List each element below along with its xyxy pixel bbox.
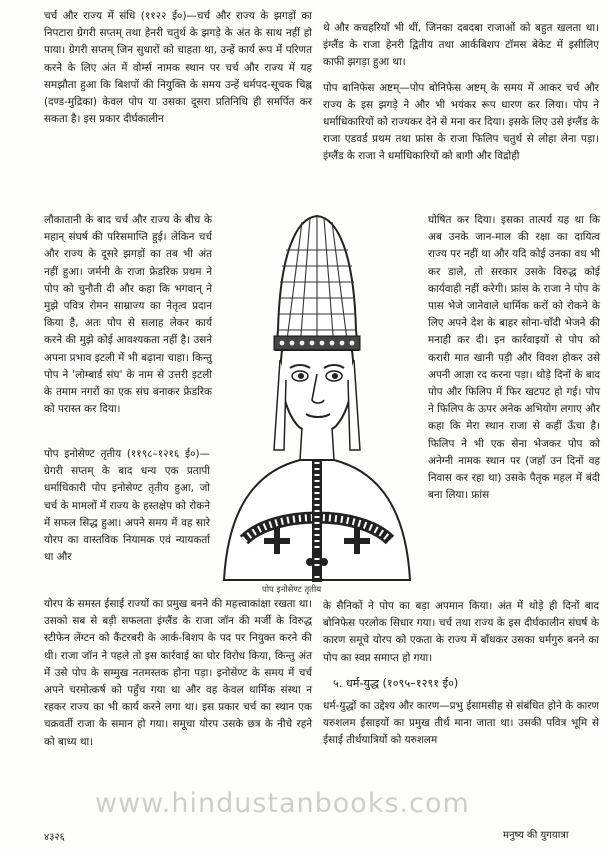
- left-column-beside-figure: [44, 212, 212, 418]
- paragraph-philip: घोषित कर दिया। इसका तात्पर्य यह था कि अब उनके जान-माल की रक्षा का दायित्व राज्य पर नहीं था और यदि कोई उनका वध भी कर डाले, तो सरकार उसके विरुद्ध कोई कार्यवाही नहीं करेगी। फ्रांस के राजा ने पोप के पास भेजे जानेवाले धार्मिक करों को रोकने के लिए अपने देश के बाहर सोना-चाँदी भेजने की मनाही कर दी। इन कार्रवाइयों से पोप को करारी मात खानी पड़ी और विवश होकर उसे अपनी आज्ञा रद करना पड़ा। थोड़े दिनों के बाद पोप और फिलिप में फिर खटपट हो गई। पोप ने फिलिप के ऊपर अनेक अभियोग लगाए और कहा कि मेरा स्थान राजा से कहीं ऊँचा है। फिलिप ने भी एक सेना भेजकर पोप को अनेग्नी नामक स्थान पर (जहाँ उन दिनों वह निवास कर रहा था) उसके पैतृक महल में बंदी बना लिया। फ्रांस: [428, 214, 600, 502]
- section-heading-crusades: ५. धर्म-युद्ध (१०९५–१२९१ ई०): [333, 676, 459, 690]
- paragraph-boniface-end: के सैनिकों ने पोप का बड़ा अपमान किया। अंत में थोड़े ही दिनों बाद बोनिफेस परलोक सिधार गया। चर्च तथा राज्य के इस दीर्घकालीन संघर्ष के कारण समूचे योरप को एकता के राज्य में बाँधकर उसका धर्मगुरु बनने का पोप का स्वप्न समाप्त हो गया।: [323, 600, 599, 664]
- paragraph-church-state-treaty: चर्च और राज्य में संधि (११२२ ई०)—चर्च और राज्य के झगड़ों का निपटारा ग्रेगरी सप्तम् तथा हेनरी चतुर्थ के झगड़े के अंत के साथ नहीं हो पाया। ग्रेगरी सप्तम् जिन सुधारों को चाहता था, उन्हें कार्य रूप में परिणत करने के लिए अंत में वोर्म्स नामक स्थान पर चर्च और राज्य में यह समझौता हुआ कि बिशपों की नियुक्ति के समय उन्हें धर्मपद-सूचक चिह्न (दण्ड-मुद्रिका) केवल पोप या उसका दूसरा प्रतिनिधि ही समर्पित कर सकता है। इस प्रकार दीर्घकालीन: [44, 10, 312, 126]
- watermark: www.hindustanbooks.com: [95, 788, 470, 819]
- right-column-beside-figure: [428, 212, 600, 504]
- paragraph-innocent-power: योरप के समस्त ईसाई राज्यों का प्रमुख बनने की महत्त्वाकांक्षा रखता था। उसको सब से बड़ी सफलता इंग्लैंड के राजा जॉन की मर्जी के विरुद्ध स्टीफेन लेंग्टन को कैंटरबरी के आर्क-बिशप के पद पर नियुक्त करने की थी। राजा जॉन ने पहले तो इस कार्रवाई का घोर विरोध किया, किन्तु अंत में उसे पोप के सम्मुख नतमस्तक होना पड़ा। इनोसेण्ट के समय में चर्च अपने चरमोत्कर्ष को पहुँच गया था और वह केवल धार्मिक संस्था न रहकर राज्य का भी कार्य करने लगा था। इस प्रकार चर्च का स्थान एक चक्रवर्ती राजा के समान हो गया। समूचा योरप उसके छत्र के नीचे रहने को बाध्य था।: [44, 598, 312, 748]
- paragraph-boniface: पोप बानिफेस अष्टम्—पोप बोनिफेस अष्टम् के समय में आकर चर्च और राज्य के इस झगड़े ने और भी भयंकर रूप धारण कर लिया। पोप ने धर्माधिकारियों को राज्यकर देने से मना कर दिया। इसके लिए उसे इंग्लैंड के राजा एडवर्ड प्रथम तथा फ्रांस के राजा फिलिप चतुर्थ से लोहा लेना पड़ा। इंग्लैंड के राजा ने धर्माधिकारियों को बागी और विद्रोही: [323, 81, 599, 163]
- paragraph-innocent-third: पोप इनोसेण्ट तृतीय (११९८–१२१६ ई०)—ग्रेगरी सप्तम् के बाद धन्य एक प्रतापी धर्माधिकारी पोप इनोसेण्ट तृतीय हुआ, जो चर्च के मामलों में राज्य के हस्तक्षेप को रोकने में सफल सिद्ध हुआ। अपने समय में वह सारे योरप का वास्तविक नियामक एवं न्यायकर्ता था और: [44, 448, 210, 564]
- left-column-bottom: [44, 596, 312, 751]
- figure-caption: पोप इनोसेण्ट तृतीय: [262, 585, 322, 595]
- page-number: ४३२६: [44, 832, 65, 843]
- pope-illustration: [214, 210, 420, 592]
- left-column-top: [44, 8, 312, 128]
- paragraph-courts: थे और कचहरियाँ भी थीं, जिनका दबदबा राजाओं को बहुत खलता था। इंग्लैंड के राजा हेनरी द्वितीय तथा आर्कबिशप टॉमस बेकेट में इसीलिए काफी झगड़ा हुआ था।: [323, 22, 599, 69]
- paragraph-frederick: लौकातानी के बाद चर्च और राज्य के बीच के महान् संघर्ष की परिसमाप्ति हुई। लेकिन चर्च और राज्य के दूसरे झगड़ों का तब भी अंत नहीं हुआ। जर्मनी के राजा फ्रेडरिक प्रथम ने पोप को चुनौती दी और कहा कि भगवान् ने मुझे पवित्र रोमन साम्राज्य का नेतृत्व प्रदान किया है, अतः पोप से सलाह लेकर कार्य करने की मुझे कोई आवश्यकता नहीं है। उसने अपना प्रभाव इटली में भी बढ़ाना चाहा। किन्तु पोप ने 'लोम्बार्ड संघ' के नाम से उत्तरी इटली के तमाम नगरों का एक संघ बनाकर फ्रेडरिक को परास्त कर दिया।: [44, 214, 212, 416]
- running-title: मनुष्य की युगयात्रा: [503, 830, 569, 841]
- right-column-top: [323, 20, 599, 166]
- left-column-innocent: [44, 446, 210, 566]
- paragraph-crusade-causes: धर्म-युद्धों का उद्देश्य और कारण—प्रभु ईसामसीह से संबंधित होने के कारण यरुशलम ईसाइयों का प्रमुख तीर्थ माना जाता था। उसकी पवित्र भूमि से ईसाई तीर्थयात्रियों को यरुशलम: [323, 700, 599, 747]
- right-column-bottom: [323, 598, 599, 750]
